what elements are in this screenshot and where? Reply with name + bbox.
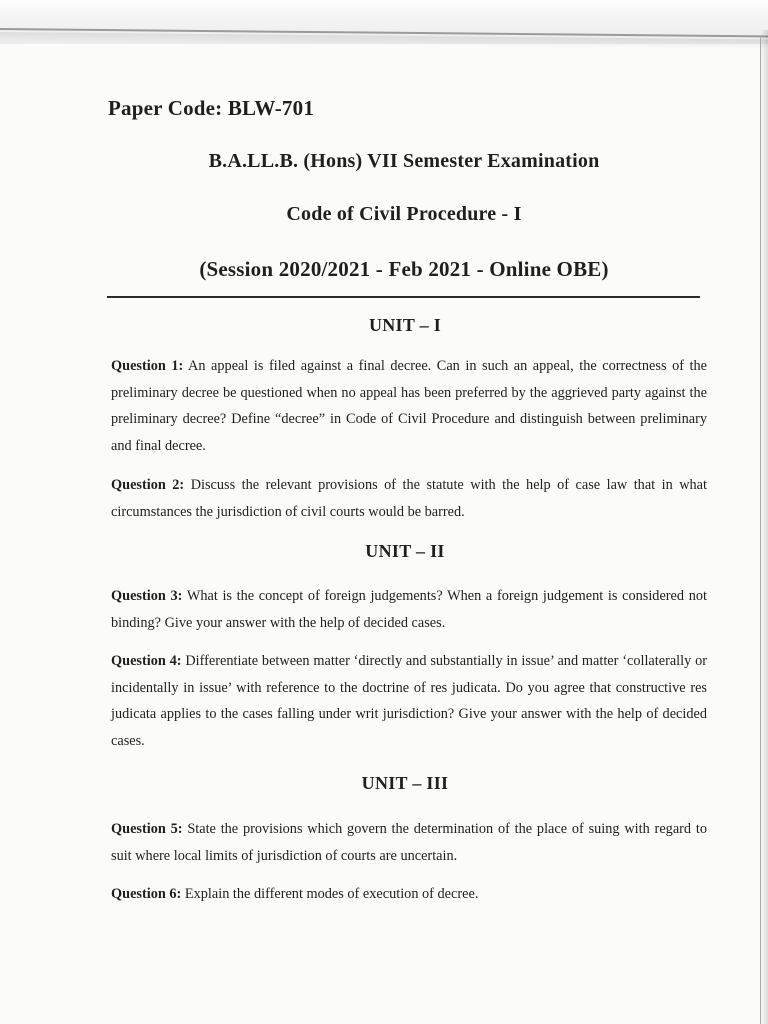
unit-heading: UNIT – III [361, 773, 449, 793]
question-1 [111, 353, 707, 459]
exam-title: B.A.LL.B. (Hons) VII Semester Examination [208, 150, 600, 172]
header-divider [107, 296, 700, 298]
question-text: Discuss the relevant provisions of the statute with the help of case law that in what circumstances the jurisdiction of civil courts would be barred. [111, 477, 708, 520]
question-label: Question 6: [111, 886, 182, 902]
question-5 [111, 816, 707, 869]
unit-heading: UNIT – I [368, 315, 442, 335]
question-4 [111, 648, 707, 754]
paper-code: Paper Code: BLW-701 [108, 96, 315, 120]
question-label: Question 4: [111, 653, 182, 669]
session-title: (Session 2020/2021 - Feb 2021 - Online OBE) [199, 257, 609, 281]
question-label: Question 2: [111, 477, 185, 493]
question-text: State the provisions which govern the determination of the place of suing with regard to suit where local limits of jurisdiction of courts are uncertain. [111, 821, 707, 864]
question-text: Differentiate between matter ‘directly and substantially in issue’ and matter ‘collaterally or incidentally in issue’ with reference to the doctrine of res judicata. Do you agree that constructive res judicata applies to the cases falling under writ jurisdiction? Give your answer with the help of decided cases. [111, 653, 707, 749]
question-text: Explain the different modes of execution of decree. [184, 886, 479, 902]
subject-title: Code of Civil Procedure - I [286, 203, 522, 225]
question-text: What is the concept of foreign judgements? When a foreign judgement is considered not binding? Give your answer with the help of decided cases. [111, 588, 707, 631]
question-3 [111, 583, 707, 636]
unit-heading: UNIT – II [365, 541, 445, 561]
question-6 [111, 881, 707, 908]
question-text: An appeal is filed against a final decree. Can in such an appeal, the correctness of the preliminary decree be questioned when no appeal has been preferred by the aggrieved party against the preliminary decree? Define “decree” in Code of Civil Procedure and distinguish between preliminary and final decree. [111, 358, 707, 454]
question-label: Question 3: [111, 588, 183, 604]
question-label: Question 5: [111, 821, 183, 837]
question-2 [111, 472, 707, 525]
question-label: Question 1: [111, 358, 184, 374]
